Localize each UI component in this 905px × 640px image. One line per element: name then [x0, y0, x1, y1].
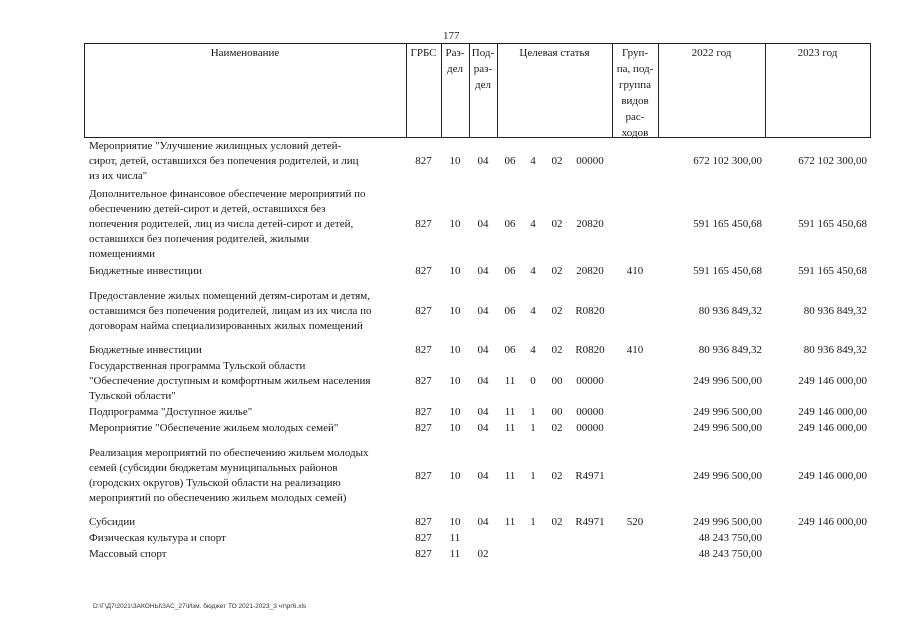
cell-grbs: 827	[415, 422, 432, 434]
footer-file-path: D:\Г\Д7\2021\ЗАКОНЫ\ЗАС_27\Изм. бюджет ТО 2021-2023_3 чт\рг6.xls	[93, 603, 307, 610]
row-name-line: Государственная программа Тульской области	[89, 360, 306, 372]
cell-t2: 1	[530, 422, 536, 434]
cell-t3: 00	[551, 406, 563, 418]
cell-t3: 02	[551, 422, 563, 434]
cell-rz: 10	[449, 305, 461, 317]
cell-t1: 06	[504, 218, 516, 230]
cell-t1: 06	[504, 155, 516, 167]
cell-t1: 11	[504, 516, 516, 528]
cell-pr: 04	[477, 516, 489, 528]
cell-grbs: 827	[415, 344, 432, 356]
cell-y2022: 249 996 500,00	[693, 469, 762, 482]
row-name	[89, 187, 409, 262]
cell-vr: 410	[626, 265, 644, 277]
cell-y2023: 249 146 000,00	[798, 469, 867, 482]
row-name	[89, 343, 409, 358]
header-top-border	[84, 43, 871, 44]
cell-t2: 4	[530, 155, 536, 167]
cell-y2022: 80 936 849,32	[698, 305, 762, 317]
cell-t2: 4	[530, 265, 536, 277]
cell-rz: 10	[449, 344, 461, 356]
cell-y2023: 591 165 450,68	[798, 218, 867, 230]
cell-rz: 10	[449, 265, 461, 277]
cell-t3: 02	[551, 265, 563, 277]
cell-pr: 04	[477, 469, 489, 482]
cell-t3: 02	[551, 469, 563, 482]
row-name-line: оставшимся без попечения родителей, лицам из их числа по	[89, 305, 372, 317]
row-name	[89, 405, 409, 420]
header-name: Наименование	[210, 47, 280, 59]
cell-grbs: 827	[415, 516, 432, 528]
row-name	[89, 421, 409, 436]
header-podrazdel: Под- раз- дел	[471, 47, 495, 91]
row-name	[89, 359, 409, 404]
cell-t2: 4	[530, 218, 536, 230]
row-name-line: Реализация мероприятий по обеспечению жильем молодых	[89, 447, 369, 459]
cell-y2023: 249 146 000,00	[798, 375, 867, 387]
row-name-line: Дополнительное финансовое обеспечение мероприятий по	[89, 188, 366, 200]
cell-y2022: 591 165 450,68	[693, 265, 762, 277]
row-name-line: попечения родителей, лиц из числа детей-сирот и детей,	[89, 218, 354, 230]
cell-t2: 4	[530, 305, 536, 317]
cell-t1: 06	[504, 265, 516, 277]
cell-y2022: 591 165 450,68	[693, 218, 762, 230]
row-name-line: Предоставление жилых помещений детям-сиротам и детям,	[89, 290, 371, 302]
cell-t1: 06	[504, 305, 516, 317]
row-name-line: Тульской области"	[89, 390, 176, 402]
cell-y2022: 249 996 500,00	[693, 375, 762, 387]
cell-y2022: 48 243 750,00	[698, 548, 762, 560]
cell-t4: 00000	[576, 422, 604, 434]
cell-y2023: 672 102 300,00	[798, 155, 867, 167]
row-name	[89, 289, 409, 334]
page-number: 177	[443, 30, 460, 42]
cell-y2022: 249 996 500,00	[693, 406, 762, 418]
cell-rz: 10	[449, 406, 461, 418]
row-name-line: мероприятий по обеспечению жильем молодых семей)	[89, 492, 347, 504]
cell-t2: 1	[530, 469, 536, 482]
row-name	[89, 531, 409, 546]
cell-t3: 00	[551, 375, 563, 387]
cell-grbs: 827	[415, 406, 432, 418]
cell-t3: 02	[551, 344, 563, 356]
col-divider	[870, 43, 871, 138]
cell-grbs: 827	[415, 265, 432, 277]
cell-t1: 06	[504, 344, 516, 356]
header-2022: 2022 год	[691, 47, 732, 59]
row-name-line: Подпрограмма "Доступное жилье"	[89, 406, 253, 418]
cell-t2: 1	[530, 406, 536, 418]
header-target: Целевая статья	[519, 47, 590, 59]
cell-grbs: 827	[415, 548, 432, 560]
row-name	[89, 515, 409, 530]
cell-pr: 04	[477, 218, 489, 230]
cell-grbs: 827	[415, 155, 432, 167]
row-name-line: семей (субсидии бюджетам муниципальных районов	[89, 462, 338, 474]
row-name-line: из их числа"	[89, 170, 148, 182]
row-name-line: Мероприятие "Улучшение жилищных условий детей-	[89, 140, 342, 152]
cell-y2023: 249 146 000,00	[798, 406, 867, 418]
cell-t4: R4971	[575, 469, 605, 482]
row-name-line: Бюджетные инвестиции	[89, 344, 202, 356]
cell-t4: 00000	[576, 375, 604, 387]
header-grbs: ГРБС	[410, 47, 437, 59]
header-group: Груп- па, под- группа видов рас- ходов	[616, 47, 654, 139]
cell-t4: R0820	[575, 305, 605, 317]
row-name-line: договорам найма специализированных жилых помещений	[89, 320, 363, 332]
cell-rz: 10	[449, 422, 461, 434]
row-name	[89, 547, 409, 562]
cell-y2022: 249 996 500,00	[693, 516, 762, 528]
cell-grbs: 827	[415, 305, 432, 317]
row-name-line: оставшихся без попечения родителей, жилыми	[89, 233, 310, 245]
cell-vr: 410	[626, 344, 644, 356]
row-name-line: "Обеспечение доступным и комфортным жильем населения	[89, 375, 371, 387]
row-name-line: Субсидии	[89, 516, 136, 528]
cell-y2023: 591 165 450,68	[798, 265, 867, 277]
cell-t2: 0	[530, 375, 536, 387]
cell-y2023: 249 146 000,00	[798, 422, 867, 434]
cell-y2022: 48 243 750,00	[698, 532, 762, 544]
cell-pr: 04	[477, 344, 489, 356]
row-name-line: помещениями	[89, 248, 156, 260]
cell-t4: 20820	[576, 265, 604, 277]
cell-t4: 00000	[576, 155, 604, 167]
cell-t1: 11	[504, 422, 516, 434]
cell-t3: 02	[551, 218, 563, 230]
cell-t1: 11	[504, 406, 516, 418]
row-name-line: Бюджетные инвестиции	[89, 265, 202, 277]
cell-y2023: 80 936 849,32	[803, 305, 867, 317]
row-name	[89, 446, 409, 506]
cell-t1: 11	[504, 375, 516, 387]
row-name-line: Массовый спорт	[89, 548, 167, 560]
cell-pr: 04	[477, 305, 489, 317]
cell-pr: 04	[477, 422, 489, 434]
cell-t1: 11	[504, 469, 516, 482]
cell-pr: 04	[477, 155, 489, 167]
cell-rz: 10	[449, 469, 461, 482]
cell-y2023: 80 936 849,32	[803, 344, 867, 356]
cell-vr: 520	[626, 516, 644, 528]
header-2023: 2023 год	[797, 47, 838, 59]
cell-t3: 02	[551, 155, 563, 167]
cell-grbs: 827	[415, 469, 432, 482]
row-name-line: Физическая культура и спорт	[89, 532, 226, 544]
cell-pr: 04	[477, 375, 489, 387]
cell-t4: R0820	[575, 344, 605, 356]
cell-rz: 10	[449, 516, 461, 528]
cell-t4: R4971	[575, 516, 605, 528]
cell-y2023: 249 146 000,00	[798, 516, 867, 528]
cell-y2022: 80 936 849,32	[698, 344, 762, 356]
cell-rz: 10	[449, 375, 461, 387]
cell-y2022: 672 102 300,00	[693, 155, 762, 167]
row-name-line: (городских округов) Тульской области на реализацию	[89, 477, 341, 489]
cell-t3: 02	[551, 516, 563, 528]
cell-rz: 11	[449, 548, 461, 560]
cell-t4: 00000	[576, 406, 604, 418]
cell-grbs: 827	[415, 218, 432, 230]
header-bottom-border	[84, 137, 871, 138]
cell-t3: 02	[551, 305, 563, 317]
cell-pr: 04	[477, 265, 489, 277]
cell-pr: 02	[477, 548, 489, 560]
header-razdel: Раз- дел	[445, 47, 465, 75]
cell-rz: 10	[449, 218, 461, 230]
row-name-line: обеспечению детей-сирот и детей, оставшихся без	[89, 203, 326, 215]
cell-t2: 1	[530, 516, 536, 528]
cell-grbs: 827	[415, 532, 432, 544]
row-name-line: сирот, детей, оставшихся без попечения родителей, и лиц	[89, 155, 359, 167]
row-name	[89, 139, 409, 184]
cell-rz: 11	[449, 532, 461, 544]
cell-rz: 10	[449, 155, 461, 167]
row-name-line: Мероприятие "Обеспечение жильем молодых семей"	[89, 422, 339, 434]
cell-t2: 4	[530, 344, 536, 356]
cell-y2022: 249 996 500,00	[693, 422, 762, 434]
cell-grbs: 827	[415, 375, 432, 387]
cell-t4: 20820	[576, 218, 604, 230]
row-name	[89, 264, 409, 279]
cell-pr: 04	[477, 406, 489, 418]
